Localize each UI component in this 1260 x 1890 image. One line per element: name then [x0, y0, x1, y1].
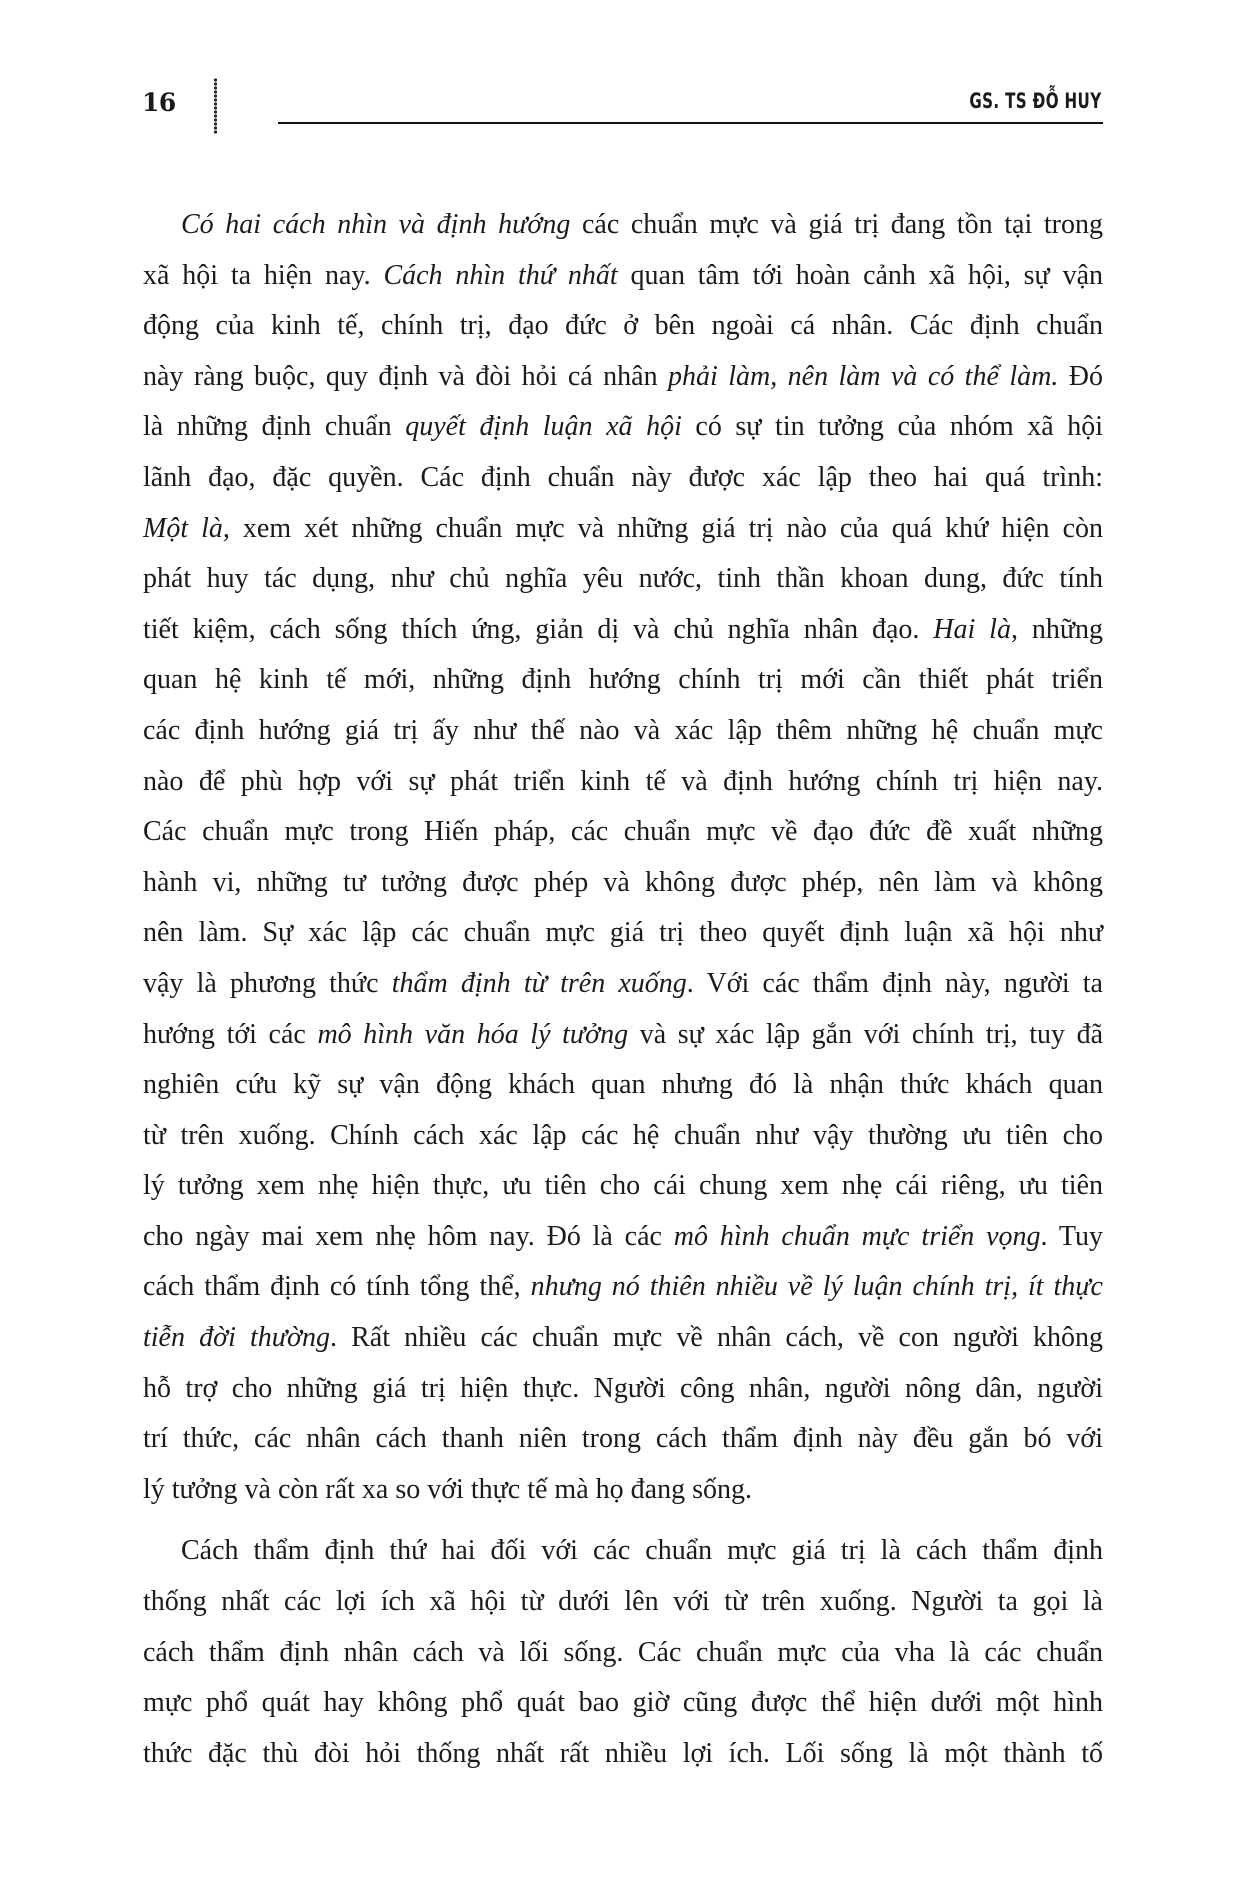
text-span: có sự tin tưởng của nhóm xã hội: [681, 411, 1103, 443]
text-span: phát huy tác dụng, như chủ nghĩa yêu nước, tinh thần khoan dung, đức tính: [143, 563, 1103, 595]
italic-span: Hai là: [933, 613, 1011, 645]
text-span: hành vi, những tư tưởng được phép và không được phép, nên làm và không: [143, 866, 1103, 898]
text-line: [143, 1526, 1103, 1577]
text-span: nào để phù hợp với sự phát triển kinh tế và định hướng chính trị hiện nay.: [143, 765, 1103, 797]
text-span: thống nhất các lợi ích xã hội từ dưới lên với từ trên xuống. Người ta gọi là: [143, 1586, 1103, 1618]
text-line: [143, 1313, 1103, 1364]
text-span: nghiên cứu kỹ sự vận động khách quan nhưng đó là nhận thức khách quan: [143, 1069, 1103, 1101]
text-line: [143, 1161, 1103, 1212]
text-line: [143, 352, 1103, 403]
body-text: [143, 200, 1103, 1779]
text-line: [143, 1465, 1103, 1516]
text-line: [143, 655, 1103, 706]
text-line: [143, 706, 1103, 757]
italic-span: quyết định luận xã hội: [405, 411, 682, 443]
text-line: [143, 858, 1103, 909]
text-line: [143, 1111, 1103, 1162]
text-line: [143, 301, 1103, 352]
text-line: [143, 807, 1103, 858]
text-line: [143, 1060, 1103, 1111]
text-span: này ràng buộc, quy định và đòi hỏi cá nhân: [143, 360, 669, 392]
text-line: [143, 504, 1103, 555]
text-span: quan tâm tới hoàn cảnh xã hội, sự vận: [617, 259, 1103, 291]
text-line: [143, 200, 1103, 251]
text-line: [143, 1212, 1103, 1263]
text-span: xem xét những chuẩn mực và những giá trị nào của quá khứ hiện còn: [229, 512, 1103, 544]
text-line: [143, 1364, 1103, 1415]
italic-span: tiễn đời thường: [143, 1322, 330, 1354]
text-line: [143, 402, 1103, 453]
text-span: . Tuy: [1040, 1220, 1103, 1252]
text-span: , những: [1010, 613, 1103, 645]
header-author: GS. TS ĐỖ HUY: [969, 89, 1102, 113]
text-line: [143, 453, 1103, 504]
text-span: thức đặc thù đòi hỏi thống nhất rất nhiều lợi ích. Lối sống là một thành tố: [143, 1737, 1103, 1769]
text-span: cách thẩm định có tính tổng thể,: [143, 1271, 531, 1303]
italic-span: nhưng nó thiên nhiều về lý luận chính trị, ít thực: [530, 1271, 1103, 1303]
italic-span: Có hai cách nhìn và định hướng: [181, 209, 571, 240]
text-line: [143, 1010, 1103, 1061]
text-span: . Rất nhiều các chuẩn mực về nhân cách, về con người không: [329, 1322, 1103, 1354]
text-span: hỗ trợ cho những giá trị hiện thực. Người công nhân, người nông dân, người: [143, 1372, 1103, 1404]
text-span: hướng tới các: [143, 1018, 318, 1050]
text-span: lý tưởng xem nhẹ hiện thực, ưu tiên cho cái chung xem nhẹ cái riêng, ưu tiên: [143, 1170, 1103, 1202]
text-span: tiết kiệm, cách sống thích ứng, giản dị và chủ nghĩa nhân đạo.: [143, 613, 934, 645]
text-span: các chuẩn mực và giá trị đang tồn tại trong: [570, 209, 1104, 240]
header-dotted-divider: [213, 78, 218, 134]
text-line: [143, 757, 1103, 808]
text-span: xã hội ta hiện nay.: [143, 259, 384, 291]
text-span: Cách thẩm định thứ hai đối với các chuẩn mực giá trị là cách thẩm định: [181, 1535, 1103, 1567]
text-line: [143, 1414, 1103, 1465]
text-span: là những định chuẩn: [143, 411, 406, 443]
page-number: 16: [142, 88, 176, 117]
text-line: [143, 908, 1103, 959]
text-span: cho ngày mai xem nhẹ hôm nay. Đó là các: [143, 1220, 674, 1252]
text-line: [143, 554, 1103, 605]
text-line: [143, 251, 1103, 302]
text-line: [143, 959, 1103, 1010]
text-line: [143, 1577, 1103, 1628]
text-span: trí thức, các nhân cách thanh niên trong cách thẩm định này đều gắn bó với: [143, 1423, 1103, 1455]
running-header: [0, 0, 1260, 140]
italic-span: mô hình chuẩn mực triển vọng: [673, 1220, 1041, 1252]
text-span: từ trên xuống. Chính cách xác lập các hệ chuẩn như vậy thường ưu tiên cho: [143, 1119, 1103, 1151]
paragraph: [143, 200, 1103, 1515]
text-span: mực phổ quát hay không phổ quát bao giờ cũng được thể hiện dưới một hình: [143, 1687, 1103, 1719]
text-span: Các chuẩn mực trong Hiến pháp, các chuẩn mực về đạo đức đề xuất những: [143, 816, 1103, 848]
italic-span: thẩm định từ trên xuống: [391, 967, 687, 999]
text-line: [143, 1678, 1103, 1729]
text-span: lý tưởng và còn rất xa so với thực tế mà họ đang sống.: [143, 1473, 752, 1505]
text-span: nên làm. Sự xác lập các chuẩn mực giá trị theo quyết định luận xã hội như: [143, 917, 1103, 949]
text-line: [143, 1262, 1103, 1313]
text-span: Đó: [1058, 360, 1103, 392]
text-span: và sự xác lập gắn với chính trị, tuy đã: [628, 1018, 1104, 1050]
italic-span: Một là,: [143, 512, 230, 544]
text-span: lãnh đạo, đặc quyền. Các định chuẩn này được xác lập theo hai quá trình:: [143, 461, 1103, 493]
text-span: động của kinh tế, chính trị, đạo đức ở bên ngoài cá nhân. Các định chuẩn: [143, 310, 1103, 342]
text-line: [143, 1729, 1103, 1780]
header-rule: [278, 122, 1103, 124]
italic-span: Cách nhìn thứ nhất: [383, 259, 618, 291]
text-line: [143, 605, 1103, 656]
italic-span: phải làm, nên làm và có thể làm.: [668, 360, 1059, 392]
text-span: cách thẩm định nhân cách và lối sống. Các chuẩn mực của vha là các chuẩn: [143, 1636, 1103, 1668]
italic-span: mô hình văn hóa lý tưởng: [317, 1018, 629, 1050]
text-line: [143, 1628, 1103, 1679]
text-span: quan hệ kinh tế mới, những định hướng chính trị mới cần thiết phát triển: [143, 664, 1103, 696]
paragraph: [143, 1526, 1103, 1779]
text-span: . Với các thẩm định này, người ta: [686, 967, 1103, 999]
text-span: vậy là phương thức: [143, 967, 392, 999]
text-span: các định hướng giá trị ấy như thế nào và xác lập thêm những hệ chuẩn mực: [143, 714, 1103, 746]
